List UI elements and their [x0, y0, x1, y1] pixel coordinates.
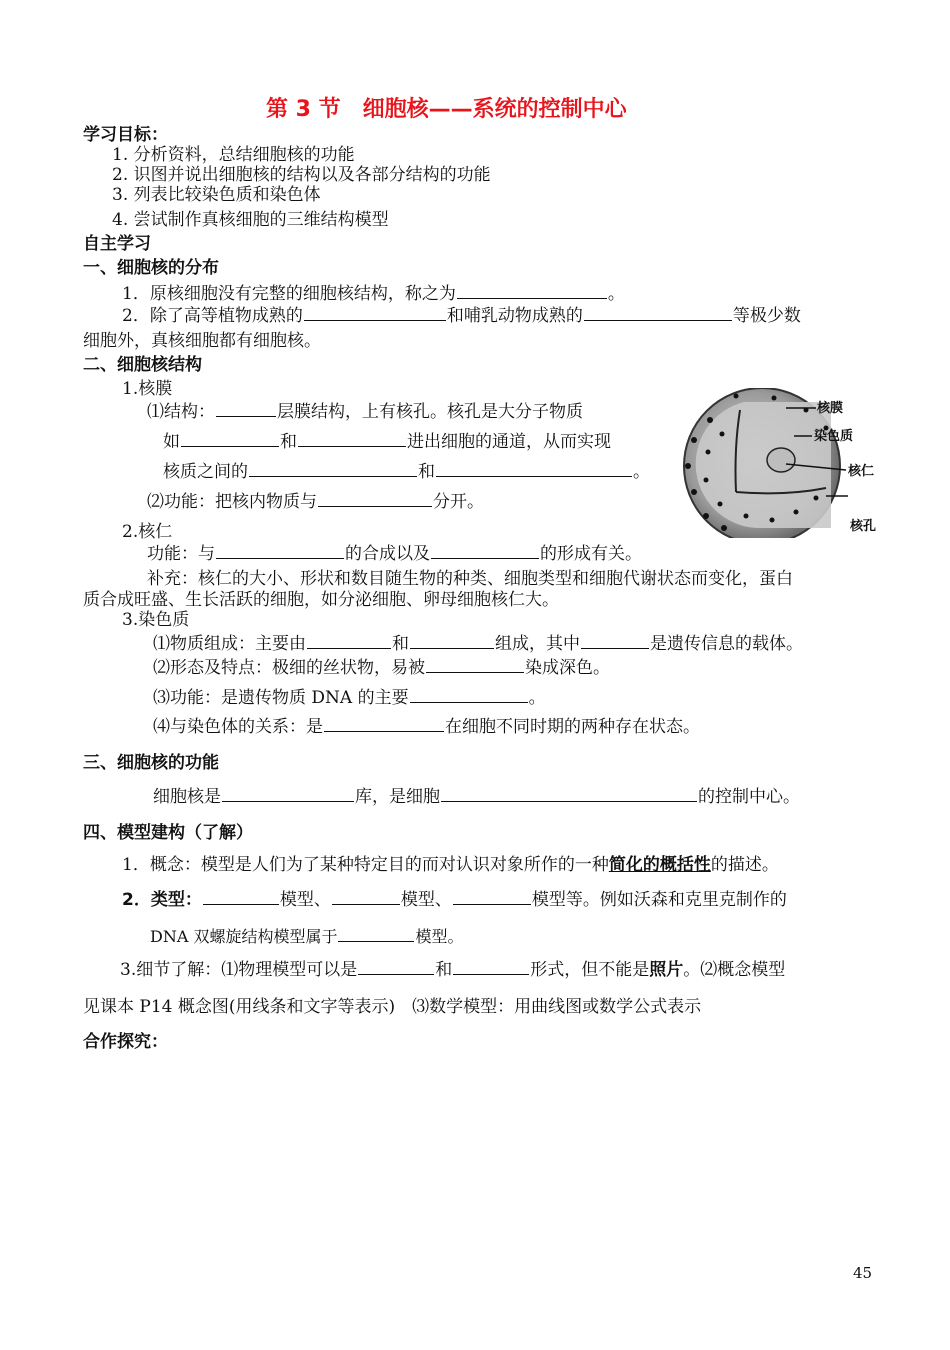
chromatin-heading: 3.染色质	[122, 610, 190, 630]
coop-heading: 合作探究：	[83, 1032, 168, 1052]
section4-heading: 四、模型建构（了解）	[83, 823, 253, 843]
membrane-line1: ⑴结构： 层膜结构，上有核孔。核孔是大分子物质	[147, 402, 583, 422]
answer-blank[interactable]	[426, 671, 524, 673]
answer-blank[interactable]	[453, 903, 531, 905]
membrane-heading: 1.核膜	[122, 379, 173, 399]
s4-line3: DNA 双螺旋结构模型属于 模型。	[150, 927, 464, 946]
label-membrane: 核膜	[817, 401, 844, 416]
s1-line1: 1．原核细胞没有完整的细胞核结构，称之为 。	[122, 284, 625, 304]
chromatin-line3: ⑶功能：是遗传物质 DNA 的主要 。	[153, 688, 546, 708]
label-pore: 核孔	[850, 519, 877, 534]
answer-blank[interactable]	[431, 557, 539, 559]
s4-line1: 1．概念：模型是人们为了某种特定目的而对认识对象所作的一种简化的概括性的描述。	[122, 855, 779, 875]
membrane-line4: ⑵功能：把核内物质与 分开。	[147, 492, 484, 512]
membrane-line3: 核质之间的 和 。	[163, 462, 650, 482]
answer-blank[interactable]	[249, 475, 417, 477]
nucleolus-heading: 2.核仁	[122, 522, 173, 542]
label-nucleolus: 核仁	[848, 464, 875, 479]
self-study-heading: 自主学习	[83, 234, 151, 254]
answer-blank[interactable]	[453, 973, 529, 975]
answer-blank[interactable]	[181, 445, 279, 447]
nucleolus-line1: 功能：与 的合成以及 的形成有关。	[147, 544, 642, 564]
answer-blank[interactable]	[358, 973, 434, 975]
answer-blank[interactable]	[216, 415, 276, 417]
s1-line3: 细胞外，真核细胞都有细胞核。	[83, 331, 321, 351]
nucleolus-shape	[767, 448, 795, 472]
answer-blank[interactable]	[203, 903, 279, 905]
label-chromatin: 染色质	[814, 429, 854, 444]
chromatin-line2: ⑵形态及特点：极细的丝状物，易被 染成深色。	[153, 658, 610, 678]
s4-line5: 见课本 P14 概念图(用线条和文字等表示) ⑶数学模型：用曲线图或数学公式表示	[83, 997, 702, 1017]
answer-blank[interactable]	[307, 647, 391, 649]
membrane-line2: 如 和 进出细胞的通道，从而实现	[163, 432, 611, 452]
goals-heading: 学习目标：	[83, 125, 168, 145]
answer-blank[interactable]	[581, 647, 649, 649]
s4-line4: 3.细节了解：⑴物理模型可以是 和 形式，但不能是照片。⑵概念模型	[120, 960, 786, 980]
goal-item: 2. 识图并说出细胞核的结构以及各部分结构的功能	[112, 165, 491, 185]
s4-line2: 2．类型： 模型、 模型、 模型等。例如沃森和克里克制作的	[122, 890, 787, 910]
page-title: 第 3 节 细胞核——系统的控制中心	[266, 97, 627, 122]
section3-heading: 三、细胞核的功能	[83, 753, 219, 773]
s3-line: 细胞核是 库，是细胞 的控制中心。	[153, 787, 800, 807]
answer-blank[interactable]	[457, 297, 607, 299]
answer-blank[interactable]	[338, 940, 414, 942]
cutaway-section	[696, 402, 831, 528]
answer-blank[interactable]	[410, 647, 494, 649]
goal-item: 4. 尝试制作真核细胞的三维结构模型	[112, 210, 389, 230]
chromatin-line1: ⑴物质组成：主要由 和 组成，其中 是遗传信息的载体。	[153, 634, 803, 654]
section2-heading: 二、细胞核结构	[83, 355, 202, 375]
answer-blank[interactable]	[222, 800, 354, 802]
answer-blank[interactable]	[318, 505, 432, 507]
answer-blank[interactable]	[410, 701, 528, 703]
nucleolus-supplement: 补充：核仁的大小、形状和数目随生物的种类、细胞类型和细胞代谢状态而变化，蛋白	[147, 569, 793, 589]
s1-line2: 2．除了高等植物成熟的 和哺乳动物成熟的 等极少数	[122, 306, 801, 326]
page-number: 45	[853, 1264, 873, 1282]
answer-blank[interactable]	[441, 800, 697, 802]
nucleolus-supplement-cont: 质合成旺盛、生长活跃的细胞，如分泌细胞、卵母细胞核仁大。	[83, 590, 559, 610]
answer-blank[interactable]	[324, 730, 444, 732]
answer-blank[interactable]	[436, 475, 632, 477]
chromatin-line4: ⑷与染色体的关系：是 在细胞不同时期的两种存在状态。	[153, 717, 700, 737]
answer-blank[interactable]	[584, 319, 732, 321]
nucleus-diagram	[676, 388, 891, 538]
section1-heading: 一、细胞核的分布	[83, 258, 219, 278]
answer-blank[interactable]	[304, 319, 446, 321]
goal-item: 1. 分析资料，总结细胞核的功能	[112, 145, 355, 165]
answer-blank[interactable]	[332, 903, 400, 905]
answer-blank[interactable]	[298, 445, 406, 447]
answer-blank[interactable]	[216, 557, 344, 559]
goal-item: 3. 列表比较染色质和染色体	[112, 185, 321, 205]
